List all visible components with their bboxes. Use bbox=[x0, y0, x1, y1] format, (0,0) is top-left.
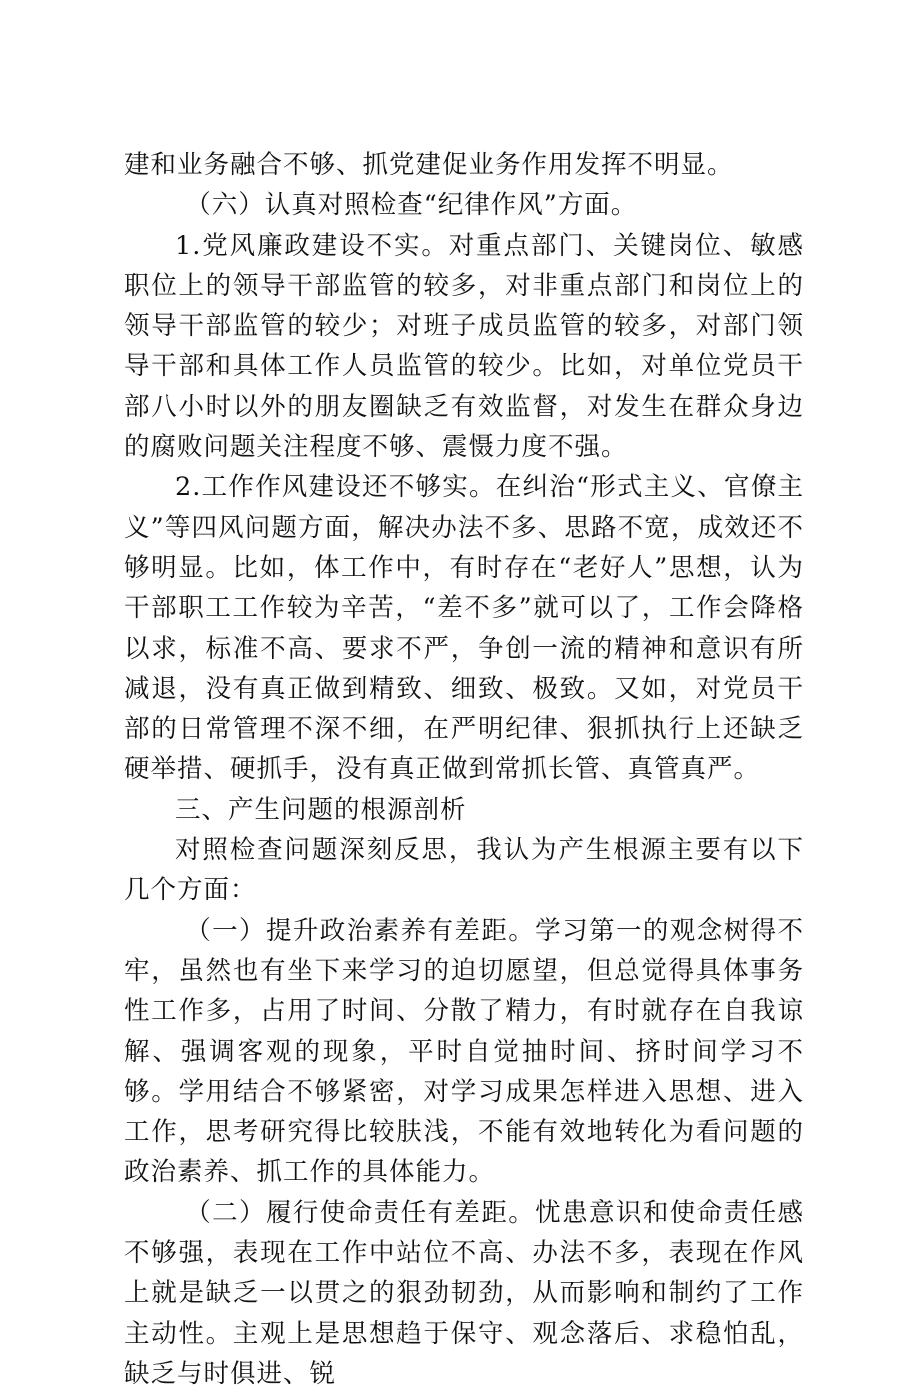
paragraph-work-style: 2.工作作风建设还不够实。在纠治“形式主义、官僚主义”等四风问题方面，解决办法不多、思路不宽，成效还不够明显。比如，体工作中，有时存在“老好人”思想，认为干部职工工作较为辛苦，“差不多”就可以了，工作会降格以求，标准不高、要求不严，争创一流的精神和意识有所减退，没有真正做到精致、细致、极致。又如，对党员干部的日常管理不深不细，在严明纪律、狠抓执行上还缺乏硬举措、硬抓手，没有真正做到常抓长管、真管真严。 bbox=[124, 472, 804, 785]
paragraph-reflection-intro: 对照检查问题深刻反思，我认为产生根源主要有以下几个方面： bbox=[124, 835, 804, 906]
paragraph-continuation: 建和业务融合不够、抓党建促业务作用发挥不明显。 bbox=[124, 150, 734, 180]
section-heading-discipline: （六）认真对照检查“纪律作风”方面。 bbox=[185, 190, 638, 221]
section-heading-root-causes: 三、产生问题的根源剖析 bbox=[175, 794, 467, 825]
paragraph-integrity: 1.党风廉政建设不实。对重点部门、关键岗位、敏感职位上的领导干部监管的较多，对非重点部门和岗位上的领导干部监管的较少；对班子成员监管的较多，对部门领导干部和具体工作人员监管的较少。比如，对单位党员干部八小时以外的朋友圈缺乏有效监督，对发生在群众身边的腐败问题关注程度不够、震慑力度不强。 bbox=[124, 230, 804, 463]
paragraph-political-literacy: （一）提升政治素养有差距。学习第一的观念树得不牢，虽然也有坐下来学习的迫切愿望，但总觉得具体事务性工作多，占用了时间、分散了精力，有时就存在自我谅解、强调客观的现象，平时自觉抽时间、挤时间学习不够。学用结合不够紧密，对学习成果怎样进入思想、进入工作，思考研究得比较肤浅，不能有效地转化为看问题的政治素养、抓工作的具体能力。 bbox=[124, 915, 804, 1188]
document-body bbox=[124, 145, 804, 1394]
paragraph-mission-responsibility: （二）履行使命责任有差距。忧患意识和使命责任感不够强，表现在工作中站位不高、办法不多，表现在作风上就是缺乏一以贯之的狠劲韧劲，从而影响和制约了工作主动性。主观上是思想趋于保守、观念落后、求稳怕乱，缺乏与时俱进、锐 bbox=[124, 1197, 804, 1389]
